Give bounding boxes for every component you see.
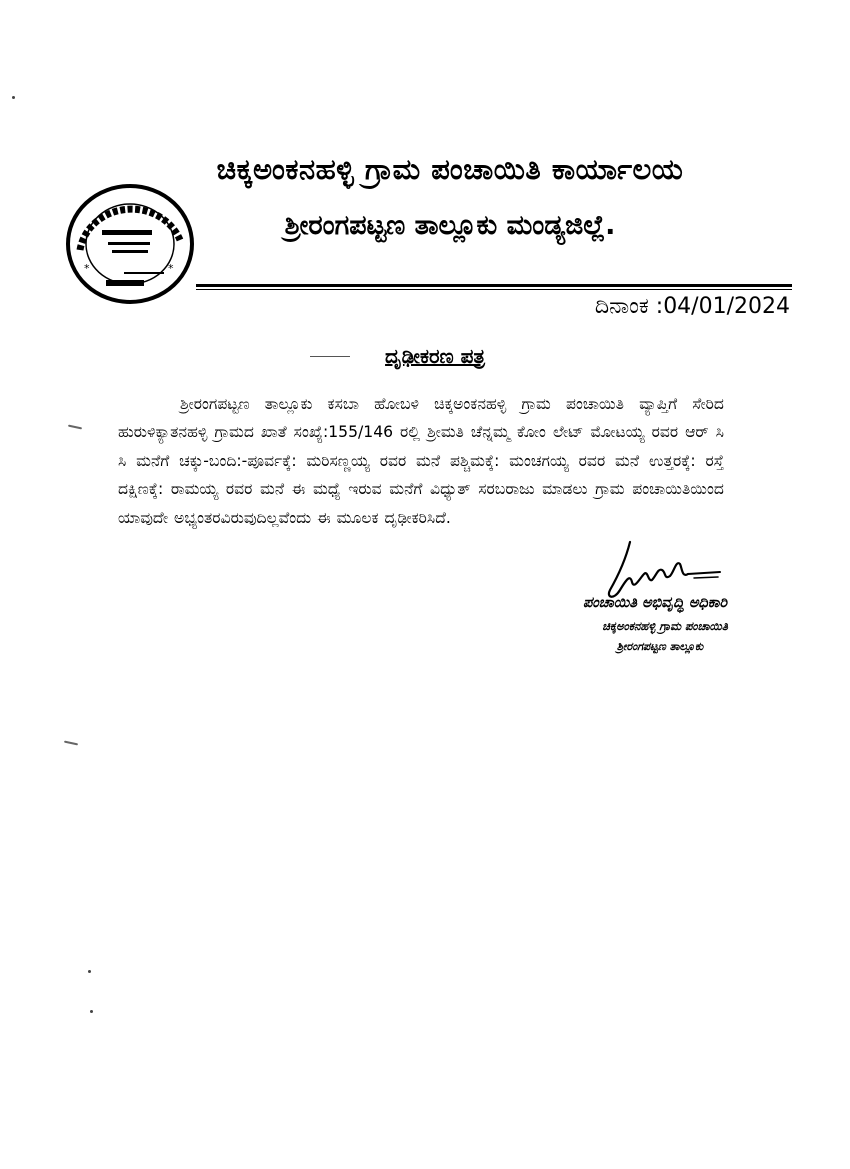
scan-mark xyxy=(68,425,82,430)
svg-text:*: * xyxy=(84,262,90,275)
signatory-taluk: ಶ್ರೀರಂಗಪಟ್ಟಣ ತಾಲ್ಲೂಕು xyxy=(616,640,704,653)
signatory-panchayat: ಚಿಕ್ಕಅಂಕನಹಳ್ಳಿ ಗ್ರಾಮ ಪಂಚಾಯಿತಿ xyxy=(602,619,728,633)
document-body: ಶ್ರೀರಂಗಪಟ್ಟಣ ತಾಲ್ಲೂಕು ಕಸಬಾ ಹೋಬಳಿ ಚಿಕ್ಕಅಂಕನಹಳ್ಳಿ ಗ್ರಾಮ ಪಂಚಾಯಿತಿ ವ್ಯಾಪ್ತಿಗೆ ಸೇರಿದ ಹುರುಳಿಕ್ಯಾತನಹಳ್ಳಿ ಗ್ರಾಮದ ಖಾತೆ ಸಂಖ್ಯೆ:155/146 ರಲ್ಲಿ ಶ್ರೀಮತಿ ಚೆನ್ನಮ್ಮ ಕೋಂ ಲೇಟ್ ಮೋಟಯ್ಯ ರವರ ಆರ್ ಸಿ ಸಿ ಮನೆಗೆ ಚಕ್ಕು-ಬಂದಿ:-ಪೂರ್ವಕ್ಕೆ: ಮರಿಸಣ್ಣಯ್ಯ ರವರ ಮನೆ ಪಶ್ಚಿಮಕ್ಕೆ: ಮಂಚಗಯ್ಯ ರವರ ಮನೆ ಉತ್ತರಕ್ಕೆ: ರಸ್ತೆ ದಕ್ಷಿಣಕ್ಕೆ: ರಾಮಯ್ಯ ರವರ ಮನೆ ಈ ಮಧ್ಯೆ ಇರುವ ಮನೆಗೆ ವಿಧ್ಯುತ್ ಸರಬರಾಜು ಮಾಡಲು ಗ್ರಾಮ ಪಂಚಾಯಿತಿಯಿಂದ ಯಾವುದೇ ಅಭ್ಯಂತರವಿರುವುದಿಲ್ಲವೆಂದು ಈ ಮೂಲಕ ದೃಢೀಕರಿಸಿದೆ. xyxy=(118,394,724,527)
letterhead-rule-thin xyxy=(196,289,792,290)
scan-speck xyxy=(12,96,15,99)
office-name-heading: ಚಿಕ್ಕಅಂಕನಹಳ್ಳಿ ಗ್ರಾಮ ಪಂಚಾಯಿತಿ ಕಾರ್ಯಾಲಯ xyxy=(216,152,684,186)
scan-mark xyxy=(64,741,78,746)
document-title: ದೃಢೀಕರಣ ಪತ್ರ xyxy=(385,344,485,368)
svg-text:*: * xyxy=(168,262,174,275)
scan-speck xyxy=(90,1010,93,1013)
date-line xyxy=(560,294,790,319)
date-label: ದಿನಾಂಕ : xyxy=(594,294,664,319)
letterhead-rule xyxy=(196,284,792,287)
scan-speck xyxy=(88,970,91,973)
panchayat-seal-stamp xyxy=(62,180,198,310)
date-value: 04/01/2024 xyxy=(663,294,790,319)
signatory-designation: ಪಂಚಾಯಿತಿ ಅಭಿವೃದ್ಧಿ ಅಧಿಕಾರಿ xyxy=(582,595,728,611)
office-address-heading: ಶ್ರೀರಂಗಪಟ್ಟಣ ತಾಲ್ಲೂಕು ಮಂಡ್ಯಜಿಲ್ಲೆ. xyxy=(284,210,616,241)
